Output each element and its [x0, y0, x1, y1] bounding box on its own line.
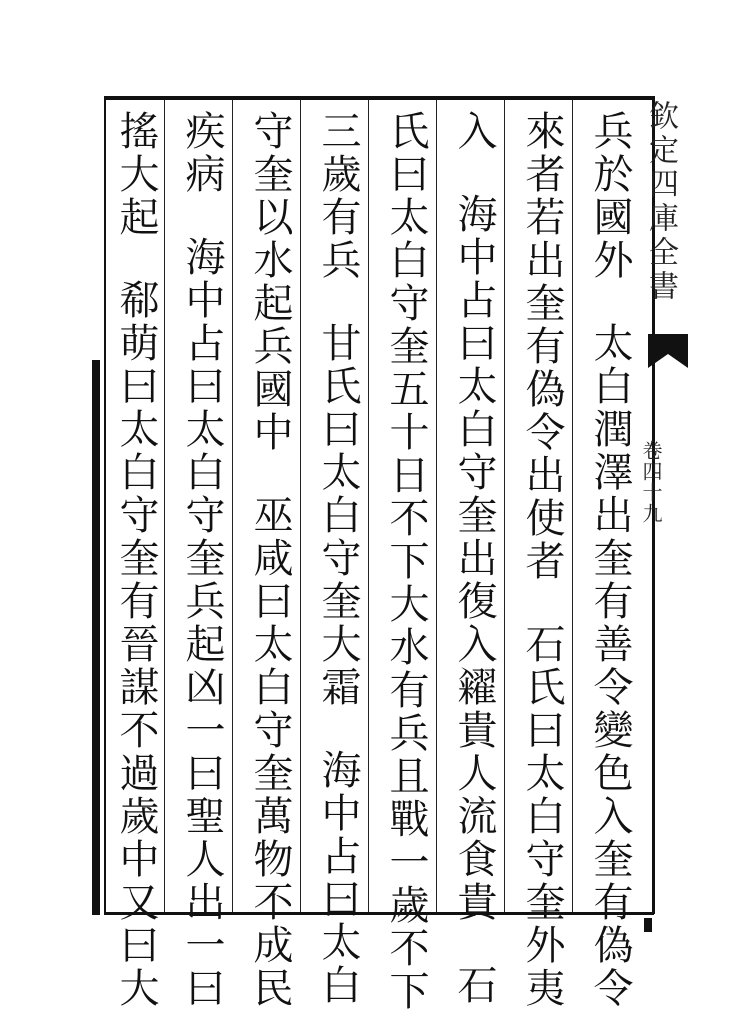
column-rule	[300, 100, 301, 912]
text-segment: 石氏曰太白守奎外夷	[519, 623, 565, 1010]
text-segment: 巫咸曰太白守奎萬物不成民	[247, 494, 293, 1010]
text-segment: 守奎以水起兵國中	[247, 110, 293, 454]
column-rule	[368, 100, 369, 912]
text-segment: 海中占曰太白守奎兵起凶一曰聖人出一曰	[179, 236, 225, 1010]
text-column-5	[310, 110, 366, 1007]
text-segment: 石	[451, 964, 497, 1007]
text-segment: 海中占曰太白守奎出復入糴貴人流食貴	[451, 193, 497, 924]
column-rule	[232, 100, 233, 912]
text-column-3	[446, 110, 502, 1007]
text-column-4	[378, 110, 434, 1013]
text-segment: 郗萌曰太白守奎有晉謀不過歲中又曰大	[113, 279, 159, 1010]
text-column-2	[514, 110, 570, 1010]
text-segment: 海中占曰太白	[315, 749, 361, 1007]
book-title-margin: 欽定四庫全書	[643, 100, 678, 304]
text-segment: 入	[451, 110, 497, 153]
text-column-1	[582, 110, 638, 1010]
text-segment: 氏曰太白守奎五十日不下大水有兵且戰一歲不下	[383, 110, 429, 1013]
column-rule	[164, 100, 165, 912]
binding-edge-bar	[92, 360, 100, 915]
frame-left-border	[104, 96, 106, 914]
text-column-8	[108, 110, 164, 1010]
text-column-7	[174, 110, 230, 1010]
column-rule	[436, 100, 437, 912]
column-rule	[504, 100, 505, 912]
fish-tail-mark	[648, 334, 688, 368]
text-segment: 甘氏曰太白守奎大霜	[315, 322, 361, 709]
text-segment: 來者若出奎有偽令出使者	[519, 110, 565, 583]
volume-number-margin: 卷四十九	[639, 440, 663, 524]
text-segment: 疾病	[179, 110, 225, 196]
text-column-6	[242, 110, 298, 1010]
text-segment: 兵於國外	[587, 110, 633, 282]
margin-tick-mark	[644, 918, 652, 932]
text-segment: 搖大起	[113, 110, 159, 239]
text-segment: 三歲有兵	[315, 110, 361, 282]
column-rule	[572, 100, 573, 912]
text-segment: 太白潤澤出奎有善令變色入奎有偽令	[587, 322, 633, 1010]
